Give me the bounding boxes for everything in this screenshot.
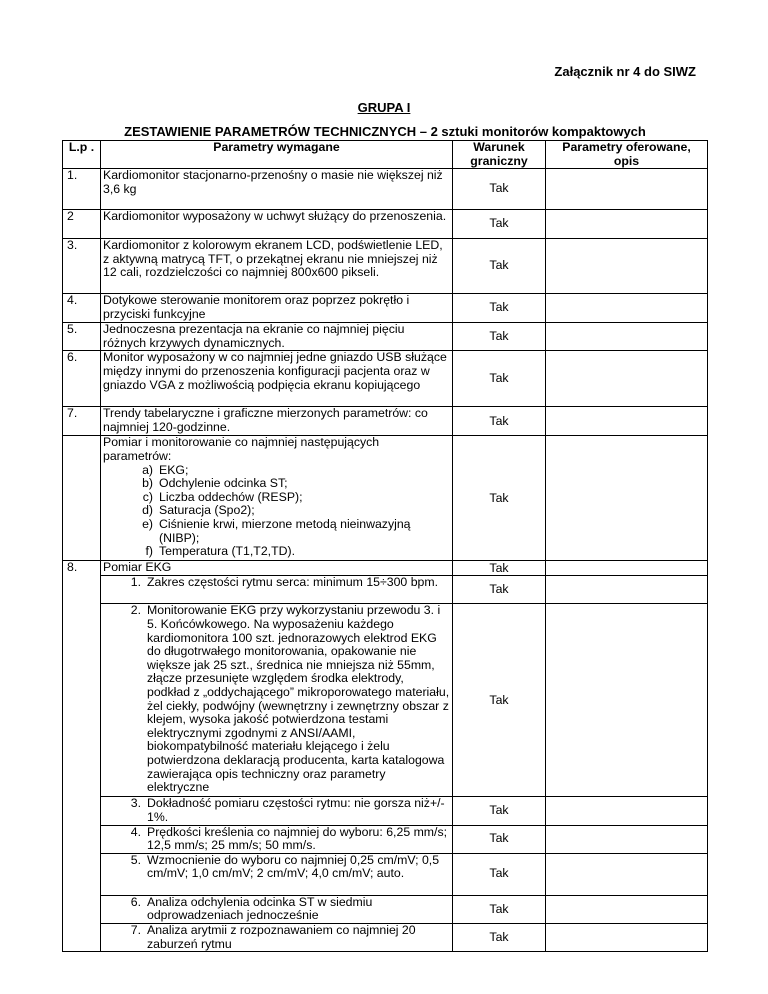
list-text: Analiza arytmii z rozpoznawaniem co najmniej 20 zaburzeń rytmu (147, 922, 416, 951)
row-offered-cell[interactable] (546, 436, 708, 561)
parameters-table (62, 140, 708, 952)
list-item (103, 896, 450, 923)
row-text: Dotykowe sterowanie monitorem oraz poprzez pokrętło i przyciski funkcyjne (101, 294, 453, 323)
row-condition: Tak (453, 604, 546, 797)
table-row (63, 239, 708, 294)
row-condition: Tak (453, 561, 546, 576)
ekg-item (101, 853, 453, 895)
list-marker: 1. (130, 575, 141, 590)
row-number: 5. (63, 323, 101, 351)
row-condition: Tak (453, 853, 546, 895)
list-marker: b) (142, 476, 153, 491)
list-text: EKG; (159, 462, 189, 477)
row-text: Jednoczesna prezentacja na ekranie co najmniej pięciu różnych krzywych dynamicznych. (101, 323, 453, 351)
list-marker: 3. (130, 796, 141, 811)
row-condition: Tak (453, 576, 546, 604)
row-condition: Tak (453, 923, 546, 951)
list-marker: c) (142, 489, 153, 504)
row-condition: Tak (453, 407, 546, 436)
row-number (63, 436, 101, 561)
list-text: Wzmocnienie do wyboru co najmniej 0,25 cm/mV; 0,5 cm/mV; 1,0 cm/mV; 2 cm/mV; 4,0 cm/mV; auto. (147, 852, 440, 881)
row-number: 2 (63, 210, 101, 239)
list-item (103, 924, 450, 951)
list-item (103, 504, 450, 518)
list-item (103, 477, 450, 491)
row-condition: Tak (453, 239, 546, 294)
group-heading: GRUPA I (357, 100, 411, 115)
list-marker: d) (142, 503, 153, 518)
table-row (63, 210, 708, 239)
table-row (63, 853, 708, 895)
list-item (103, 604, 450, 794)
row-text: Trendy tabelaryczne i graficzne mierzonych parametrów: co najmniej 120-godzinne. (101, 407, 453, 436)
list-marker: 4. (130, 824, 141, 839)
ekg-item (101, 923, 453, 951)
row-condition: Tak (453, 825, 546, 853)
list-text: Saturacja (Spo2); (159, 503, 255, 518)
list-text: Analiza odchylenia odcinka ST w siedmiu odprowadzeniach jednocześnie (147, 894, 373, 923)
row-offered-cell[interactable] (546, 294, 708, 323)
row-offered-cell[interactable] (546, 576, 708, 604)
header-offered: Parametry oferowane, opis (546, 141, 708, 169)
table-row (63, 351, 708, 407)
table-row (63, 923, 708, 951)
list-text: Ciśnienie krwi, mierzone metodą nieinwazyjną (NIBP); (159, 516, 411, 545)
annex-label: Załącznik nr 4 do SIWZ (554, 64, 696, 79)
row-offered-cell[interactable] (546, 407, 708, 436)
table-row (63, 169, 708, 210)
row-text: Kardiomonitor z kolorowym ekranem LCD, podświetlenie LED, z aktywną matrycą TFT, o przekątnej ekranu nie mniejszej niż 12 cali, rozdzielczości co najmniej 800x600 pikseli. (101, 239, 453, 294)
list-marker: 2. (130, 603, 141, 618)
table-row (63, 895, 708, 923)
table-row (63, 436, 708, 561)
ekg-item (101, 895, 453, 923)
list-marker: 7. (130, 922, 141, 937)
row-offered-cell[interactable] (546, 604, 708, 797)
row-number: 7. (63, 407, 101, 436)
table-row (63, 294, 708, 323)
list-marker: 5. (130, 852, 141, 867)
list-item (103, 576, 450, 590)
row-number: 6. (63, 351, 101, 407)
list-marker: f) (145, 544, 153, 559)
list-item (103, 854, 450, 881)
list-item (103, 464, 450, 478)
document-title: ZESTAWIENIE PARAMETRÓW TECHNICZNYCH – 2 sztuki monitorów kompaktowych (124, 124, 646, 139)
row-condition: Tak (453, 797, 546, 825)
list-marker: e) (142, 516, 153, 531)
ekg-title: Pomiar EKG (101, 561, 453, 576)
ekg-item (101, 604, 453, 797)
table-row (63, 825, 708, 853)
row-text: Kardiomonitor stacjonarno-przenośny o masie nie większej niż 3,6 kg (101, 169, 453, 210)
row-offered-cell[interactable] (546, 797, 708, 825)
table-row (63, 576, 708, 604)
table-row (63, 797, 708, 825)
row-number: 3. (63, 239, 101, 294)
list-text: Zakres częstości rytmu serca: minimum 15÷300 bpm. (147, 575, 439, 590)
list-item (103, 518, 450, 545)
measure-cell (101, 436, 453, 561)
header-lp: L.p . (63, 141, 101, 169)
row-number: 1. (63, 169, 101, 210)
ekg-item (101, 576, 453, 604)
measure-intro: Pomiar i monitorowanie co najmniej następujących parametrów: (103, 435, 380, 463)
list-text: Monitorowanie EKG przy wykorzystaniu przewodu 3. i 5. Końcówkowego. Na wyposażeniu każdego kardiomonitora 100 szt. jednorazowych elektrod EKG do długotrwałego monitorowania, opakowanie nie większe jak 25 szt., średnica nie mniejsza niż 55mm, złącze przesunięte względem środka elektrody, podkład z „oddychającego” mikroporowatego materiału, żel ciekły, podwójny (wewnętrzny i zewnętrzny obszar z klejem, wysoka jakość potwierdzona testami elektrycznymi zgodnymi z ANSI/AAMI, biokompatybilność materiału klejącego i żelu potwierdzona deklaracją producenta, karta katalogowa zawierająca opis techniczny oraz parametry elektryczne (147, 603, 450, 795)
measure-list (103, 464, 450, 559)
list-text: Dokładność pomiaru częstości rytmu: nie gorsza niż+/- 1%. (147, 796, 445, 824)
row-offered-cell[interactable] (546, 923, 708, 951)
table-header-row (63, 141, 708, 169)
row-offered-cell[interactable] (546, 239, 708, 294)
list-text: Liczba oddechów (RESP); (159, 489, 303, 504)
table-row (63, 561, 708, 576)
row-condition: Tak (453, 436, 546, 561)
table-row (63, 407, 708, 436)
list-marker: a) (142, 462, 153, 477)
row-offered-cell[interactable] (546, 895, 708, 923)
list-marker: 6. (130, 894, 141, 909)
ekg-item (101, 825, 453, 853)
list-item (103, 491, 450, 505)
row-offered-cell[interactable] (546, 825, 708, 853)
row-number: 8. (63, 561, 101, 952)
row-text: Kardiomonitor wyposażony w uchwyt służący do przenoszenia. (101, 210, 453, 239)
row-offered-cell[interactable] (546, 323, 708, 351)
list-text: Prędkości kreślenia co najmniej do wyboru: 6,25 mm/s; 12,5 mm/s; 25 mm/s; 50 mm/s. (147, 824, 448, 853)
row-condition: Tak (453, 895, 546, 923)
row-condition: Tak (453, 351, 546, 407)
table-row (63, 323, 708, 351)
row-condition: Tak (453, 323, 546, 351)
row-condition: Tak (453, 210, 546, 239)
row-condition: Tak (453, 169, 546, 210)
row-number: 4. (63, 294, 101, 323)
ekg-item (101, 797, 453, 825)
header-condition: Warunek graniczny (453, 141, 546, 169)
row-text: Monitor wyposażony w co najmniej jedne gniazdo USB służące między innymi do przenoszenia konfiguracji pacjenta oraz w gniazdo VGA z możliwością podpięcia ekranu kopiującego (101, 351, 453, 407)
row-offered-cell[interactable] (546, 169, 708, 210)
row-offered-cell[interactable] (546, 351, 708, 407)
header-params: Parametry wymagane (101, 141, 453, 169)
row-offered-cell[interactable] (546, 210, 708, 239)
list-text: Temperatura (T1,T2,TD). (159, 544, 295, 559)
list-item (103, 826, 450, 853)
list-text: Odchylenie odcinka ST; (159, 476, 288, 491)
list-item (103, 545, 450, 559)
table-row (63, 604, 708, 797)
row-offered-cell[interactable] (546, 561, 708, 576)
row-offered-cell[interactable] (546, 853, 708, 895)
row-condition: Tak (453, 294, 546, 323)
list-item (103, 797, 450, 824)
